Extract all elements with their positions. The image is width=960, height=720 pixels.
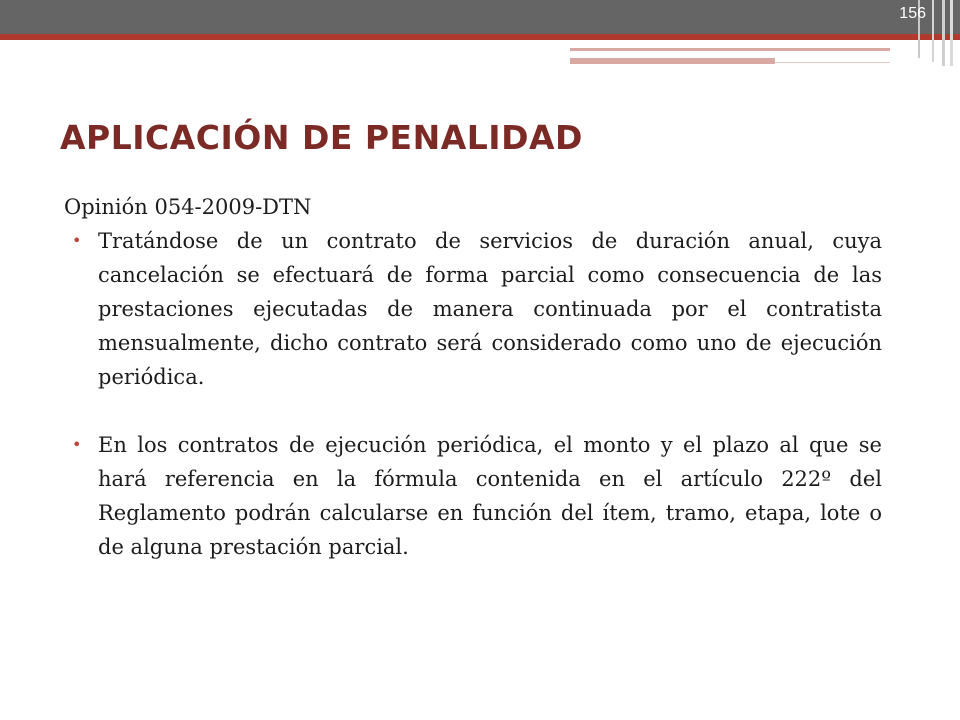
bullet-marker: • <box>72 231 82 250</box>
bullet-item <box>64 428 882 564</box>
header-decor-line-3 <box>775 62 890 63</box>
bullet-item <box>64 224 882 394</box>
header-decor-line-1 <box>570 48 890 51</box>
bullet-marker: • <box>72 435 82 454</box>
bullet-text: En los contratos de ejecución periódica, el monto y el plazo al que se hará referencia en la fórmula contenida en el artículo 222º del Reglamento podrán calcularse en función del ítem, tramo, etapa, lote o de alguna prestación parcial. <box>98 433 882 559</box>
header-decor-line-2 <box>570 58 775 64</box>
opinion-reference: Opinión 054-2009-DTN <box>64 195 312 219</box>
header-vertical-stripe <box>932 0 934 62</box>
header-accent-line <box>0 34 960 40</box>
bullet-text: Tratándose de un contrato de servicios de duración anual, cuya cancelación se efectuará de forma parcial como consecuencia de las prestaciones ejecutadas de manera continuada por el contratista mensualmente, dicho contrato será considerado como uno de ejecución periódica. <box>98 229 882 389</box>
header-vertical-stripe <box>950 0 953 66</box>
header-band <box>0 0 960 34</box>
slide-content <box>64 190 882 564</box>
header-vertical-stripe <box>942 0 945 66</box>
bullet-list <box>64 224 882 564</box>
slide-title: APLICACIÓN DE PENALIDAD <box>60 118 583 157</box>
page-number: 156 <box>899 5 926 22</box>
